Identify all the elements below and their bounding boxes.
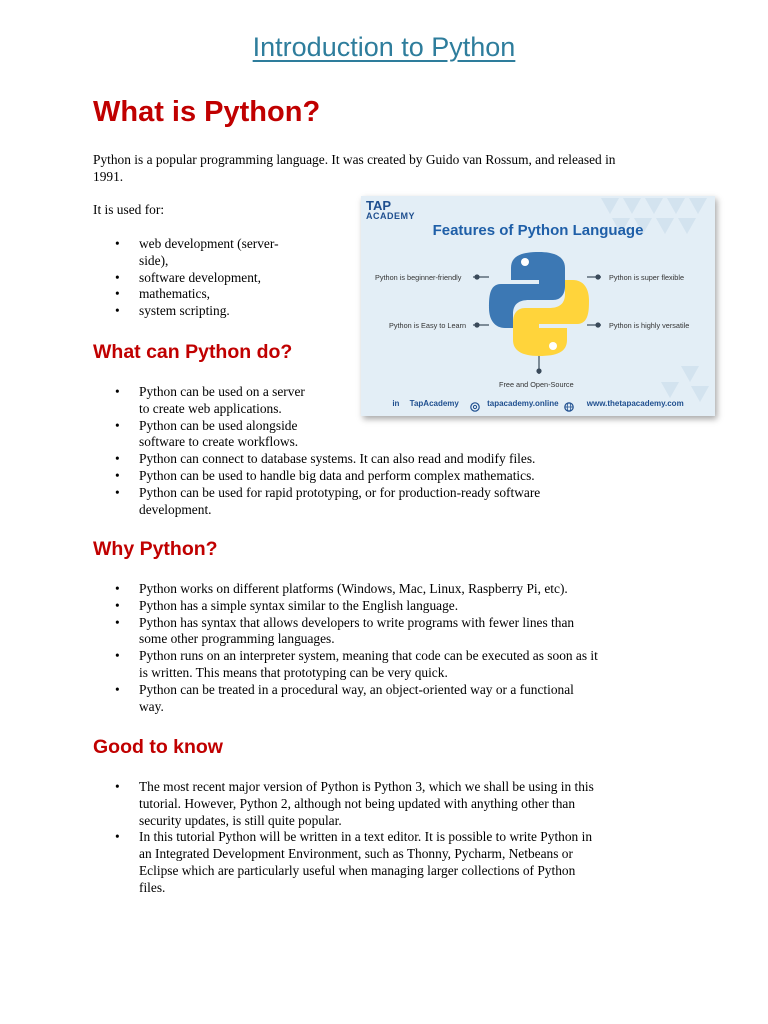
used-for-label: It is used for: (93, 202, 165, 217)
feature-label: Python is super flexible (609, 273, 685, 282)
bullet-item (93, 286, 279, 303)
bullet-item (93, 270, 279, 287)
logo-line: ACADEMY (366, 211, 416, 221)
can-do-list (93, 384, 540, 518)
feature-label: Python is highly versatile (609, 321, 690, 330)
bullet-line: development. (139, 501, 212, 517)
bullet-line: software development, (139, 269, 261, 285)
features-image (361, 196, 715, 416)
bullet-line: Python can be used for rapid prototyping, or for production-ready software (139, 484, 541, 500)
good-to-know-list (93, 779, 594, 897)
intro-paragraph (93, 152, 615, 186)
footer-linkedin: TapAcademy (409, 399, 459, 408)
bullet-line: In this tutorial Python will be written in a text editor. It is possible to write Python in (139, 829, 593, 845)
bullet-item (93, 598, 598, 615)
bullet-item (93, 779, 594, 829)
bullet-line: some other programming languages. (139, 631, 335, 647)
bullet-line: is written. This means that prototyping can be very quick. (139, 664, 448, 680)
bullet-item (93, 682, 598, 716)
bullet-line: Python can connect to database systems. It can also read and modify files. (139, 451, 536, 467)
linkedin-icon: in (392, 399, 400, 408)
bullet-line: to create web applications. (139, 400, 282, 416)
bullet-line: system scripting. (139, 303, 230, 319)
feature-label: Free and Open-Source (499, 380, 574, 389)
bullet-item (93, 829, 594, 896)
bullet-line: security updates, is still quite popular. (139, 812, 342, 828)
why-list (93, 581, 598, 715)
intro-line: Python is a popular programming language. It was created by Guido van Rossum, and released in (93, 152, 616, 167)
bullet-line: Python works on different platforms (Windows, Mac, Linux, Raspberry Pi, etc). (139, 581, 568, 596)
bullet-line: tutorial. However, Python 2, although not being updated with anything other than (139, 795, 576, 811)
bullet-line: files. (139, 879, 166, 895)
what-is-python-heading: What is Python? (93, 96, 321, 128)
bullet-line: Python has a simple syntax similar to the English language. (139, 597, 459, 613)
bullet-line: software to create workflows. (139, 434, 299, 450)
what-can-python-do-heading: What can Python do? (93, 341, 293, 363)
used-for-list (93, 236, 279, 320)
bullet-item (93, 648, 598, 682)
document-title: Introduction to Python (252, 32, 516, 62)
bullet-item (93, 384, 540, 418)
features-title: Features of Python Language (432, 222, 644, 239)
bullet-line: web development (server- (139, 236, 279, 251)
bullet-line: Eclipse which are particularly useful when managing larger collections of Python (139, 862, 576, 878)
bullet-item (93, 581, 598, 598)
logo-line: TAP (366, 198, 392, 213)
bullet-line: Python can be used alongside (139, 417, 298, 433)
bullet-line: mathematics, (139, 286, 211, 302)
bullet-item (93, 451, 540, 468)
bullet-line: Python runs on an interpreter system, meaning that code can be executed as soon as it (139, 648, 598, 664)
bullet-line: The most recent major version of Python is Python 3, which we shall be using in this (139, 779, 594, 794)
feature-label: Python is Easy to Learn (389, 321, 467, 330)
bullet-line: Python can be used to handle big data and perform complex mathematics. (139, 467, 535, 483)
bullet-line: Python can be used on a server (139, 384, 305, 399)
bullet-item (93, 468, 540, 485)
intro-line: 1991. (93, 168, 124, 184)
footer-instagram: tapacademy.online (487, 399, 559, 408)
feature-label: Python is beginner-friendly (375, 273, 462, 282)
bullet-item (93, 236, 279, 270)
footer-website: www.thetapacademy.com (586, 399, 684, 408)
bullet-line: side), (139, 252, 169, 268)
bullet-line: Python has syntax that allows developers to write programs with fewer lines than (139, 614, 575, 630)
bullet-item (93, 303, 279, 320)
bullet-item (93, 485, 540, 519)
bullet-line: way. (139, 698, 164, 714)
why-python-heading: Why Python? (93, 538, 218, 560)
good-to-know-heading: Good to know (93, 736, 223, 758)
bullet-line: an Integrated Development Environment, such as Thonny, Pycharm, Netbeans or (139, 846, 573, 862)
bullet-item (93, 418, 540, 452)
bullet-item (93, 615, 598, 649)
bullet-line: Python can be treated in a procedural way, an object-oriented way or a functional (139, 681, 574, 697)
tap-academy-logo (366, 200, 415, 222)
